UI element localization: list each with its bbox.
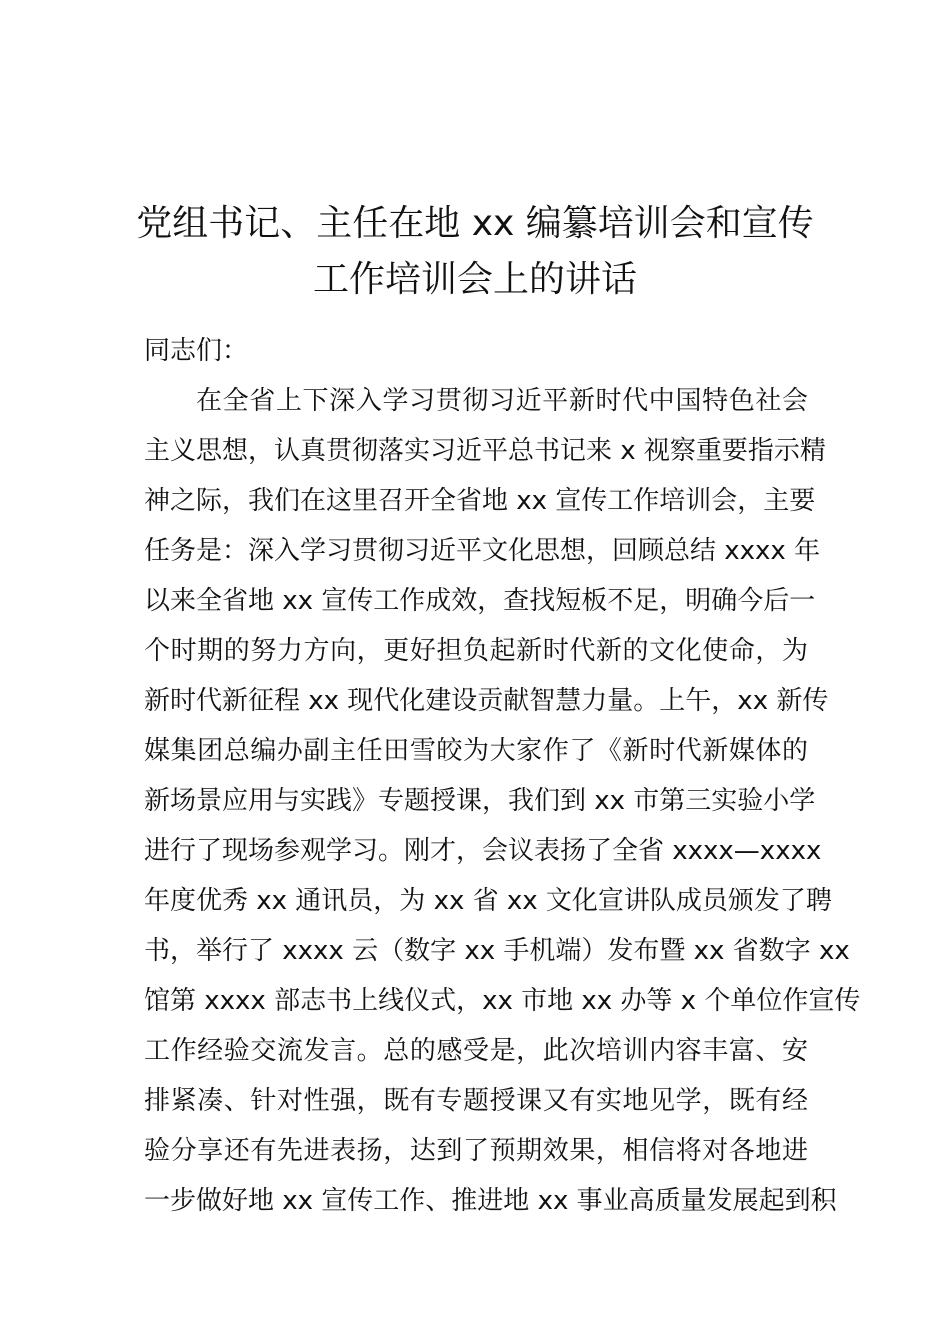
paragraph-line: 工作经验交流发言。总的感受是，此次培训内容丰富、安 bbox=[144, 1036, 808, 1066]
speech-paragraph bbox=[144, 376, 861, 1226]
paragraph-line: 任务是：深入学习贯彻习近平文化思想，回顾总结 xxxx 年 bbox=[144, 536, 821, 566]
salutation: 同志们： bbox=[144, 336, 249, 366]
paragraph-line: 在全省上下深入学习贯彻习近平新时代中国特色社会 bbox=[196, 386, 808, 416]
paragraph-line: 媒集团总编办副主任田雪皎为大家作了《新时代新媒体的 bbox=[144, 736, 808, 766]
paragraph-line: 验分享还有先进表扬，达到了预期效果，相信将对各地进 bbox=[144, 1136, 808, 1166]
paragraph-line: 年度优秀 xx 通讯员，为 xx 省 xx 文化宣讲队成员颁发了聘 bbox=[144, 886, 832, 916]
paragraph-line: 新时代新征程 xx 现代化建设贡献智慧力量。上午，xx 新传 bbox=[144, 686, 829, 716]
paragraph-line: 进行了现场参观学习。刚才，会议表扬了全省 xxxx—xxxx bbox=[144, 836, 822, 866]
paragraph-line: 新场景应用与实践》专题授课，我们到 xx 市第三实验小学 bbox=[144, 786, 816, 816]
paragraph-line: 神之际，我们在这里召开全省地 xx 宣传工作培训会，主要 bbox=[144, 486, 816, 516]
title-line-1: 党组书记、主任在地 xx 编纂培训会和宣传 bbox=[136, 203, 814, 245]
document-title bbox=[120, 196, 830, 308]
paragraph-line: 排紧凑、针对性强，既有专题授课又有实地见学，既有经 bbox=[144, 1086, 808, 1116]
title-line-2: 工作培训会上的讲话 bbox=[312, 259, 637, 301]
paragraph-line: 一步做好地 xx 宣传工作、推进地 xx 事业高质量发展起到积 bbox=[144, 1186, 837, 1216]
paragraph-line: 主义思想，认真贯彻落实习近平总书记来 x 视察重要指示精 bbox=[144, 436, 826, 466]
paragraph-line: 书，举行了 xxxx 云（数字 xx 手机端）发布暨 xx 省数字 xx bbox=[144, 936, 850, 966]
paragraph-line: 以来全省地 xx 宣传工作成效，查找短板不足，明确今后一 bbox=[144, 586, 816, 616]
paragraph-line: 个时期的努力方向，更好担负起新时代新的文化使命，为 bbox=[144, 636, 808, 666]
paragraph-line: 馆第 xxxx 部志书上线仪式，xx 市地 xx 办等 x 个单位作宣传 bbox=[144, 986, 861, 1016]
